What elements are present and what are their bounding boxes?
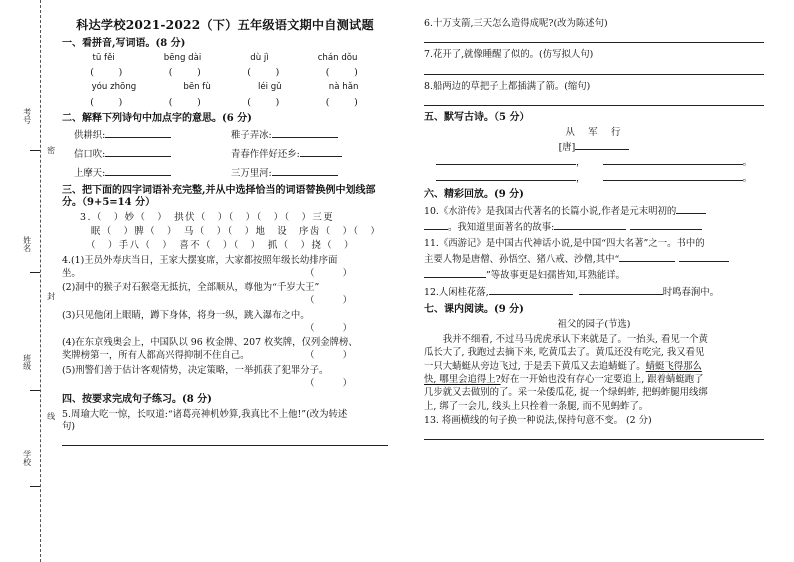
section-6-heading: 六、精彩回放。(9 分) [424,188,524,200]
answer-box[interactable]: ( ) [247,96,282,108]
poem-line-1: ， 。 [424,155,764,168]
answer-blank[interactable] [673,171,743,181]
idiom-rows [80,212,388,252]
answer-blank[interactable] [630,220,702,230]
answer-blank[interactable] [554,220,626,230]
school-blank [30,486,40,487]
pinyin-row-1 [62,53,388,63]
answer-blank[interactable] [506,171,576,181]
question-5-end: 句) [62,420,76,432]
answer-blank[interactable] [105,147,171,157]
answer-blank[interactable] [300,147,342,157]
pinyin: yóu zhōng [91,82,137,93]
question-4-1: 4.(1)王员外寿庆当日，王家大摆宴席，大家都按照年级长幼排序面 [62,254,338,266]
answer-row-1 [62,67,388,78]
answer-blank[interactable] [506,155,576,165]
poem-word: 稚子弄冰: [231,129,272,141]
pinyin: bēn fù [183,82,211,93]
seal-char-xian: 线 [46,412,56,420]
pinyin: bēng dài [163,52,202,63]
exam-number-blank [30,150,40,151]
question-6: 6.十万支箭,三天怎么造得成呢?(改为陈述句) [424,18,608,29]
section-2-heading: 二、解释下列诗句中加点字的意思。(6 分) [62,112,252,124]
question-4-4: (4)在东京残奥会上，中国队以 96 枚金牌、207 枚奖牌，仅列金牌榜、 [62,337,358,349]
answer-blank[interactable] [436,155,506,165]
answer-line[interactable] [424,428,764,440]
answer-blank[interactable] [272,128,338,138]
answer-paren[interactable]: （ ） [305,350,352,362]
answer-paren[interactable]: （ ） [305,378,352,390]
answer-box[interactable]: ( ) [247,66,282,78]
question-10: 10.《水浒传》是我国古代著名的长篇小说,作者是元末明初的 [424,204,764,217]
answer-box[interactable]: ( ) [325,66,360,78]
binding-line [40,0,41,562]
answer-box[interactable]: ( ) [168,96,203,108]
question-4-3: (3)只见他闭上眼睛，蹲下身体，将身一纵，跳入瀑布之中。 [62,309,310,321]
pinyin-row-2 [62,82,388,92]
idiom-row: （ ）手八（ ） 喜不（ ）（ ） 抓（ ）挠（ ） [80,240,355,252]
question-12: 12.人闲桂花落, 时鸣春涧中。 [424,287,720,299]
answer-blank[interactable] [272,166,338,176]
poem-line-2: ， 。 [424,171,764,184]
answer-blank[interactable] [489,285,573,295]
answer-box[interactable]: ( ) [168,66,203,78]
passage-title: 祖父的园子(节选) [557,318,631,330]
idiom-row: 眠（ ）脾（ ） 马（ ）（ ）地 设 序齿（ ）（ ） [80,225,382,237]
answer-blank[interactable] [424,268,486,278]
question-4-2: (2)洞中的猴子对石猴毫无抵抗，全部顺从，尊他为“千岁大王” [62,282,320,294]
poem-word: 青春作伴好还乡: [231,149,300,161]
answer-blank[interactable] [603,155,673,165]
answer-blank[interactable] [105,128,171,138]
class-label: 班级 [22,354,32,370]
answer-line[interactable] [424,63,764,75]
seal-char-feng: 封 [46,292,56,300]
pinyin: dù jì [250,52,269,63]
seal-char-mi: 密 [46,146,56,154]
right-column [424,18,764,446]
question-11-c: ”等故事更是妇孺皆知,耳熟能详。 [424,268,764,281]
question-5: 5.周瑜大吃一惊，长叹道:“诸葛亮神机妙算,我真比不上他!”(改为转述 [62,409,348,421]
question-4-5: (5)刑警们善于估计客观情势，决定策略，一举抓获了犯罪分子。 [62,364,329,376]
section-5-heading: 五、默写古诗。（5 分） [424,111,530,123]
pinyin: léi gǔ [257,82,282,93]
poem-dynasty: [唐] [558,142,576,154]
answer-line[interactable] [424,94,764,106]
underlined-sentence: 快, 哪里会追得上? [424,373,501,385]
poem-words-grid [74,128,388,180]
question-8: 8.船两边的草把子上都插满了箭。(缩句) [424,80,591,92]
pinyin: tū fěi [92,52,115,63]
question-4-1-end: 坐。 （ ） [62,267,352,279]
author-blank[interactable] [575,140,629,150]
answer-blank[interactable] [424,220,448,230]
answer-line[interactable] [424,31,764,43]
poem-author-row [424,140,764,153]
answer-box[interactable]: ( ) [90,96,125,108]
page-title: 科达学校2021-2022（下）五年级语文期中自测试题 [76,18,374,32]
name-blank [30,272,40,273]
pinyin: nà hǎn [328,82,359,93]
answer-row-2 [62,97,388,108]
name-label: 姓名 [22,236,32,252]
poem-word: 上摩天: [74,168,106,180]
pinyin: chán dǒu [317,52,358,63]
answer-box[interactable]: ( ) [325,96,360,108]
school-label: 学校 [22,450,32,466]
question-13: 13. 将画横线的句子换一种说法,保持句意不变。 (2 分) [424,415,652,426]
answer-blank[interactable] [579,285,663,295]
answer-line[interactable] [62,434,388,446]
answer-blank[interactable] [436,171,506,181]
exam-number-label: 考号 [22,108,32,124]
answer-blank[interactable] [603,171,673,181]
poem-word: 供耕织: [74,129,106,141]
answer-blank[interactable] [619,252,675,262]
idiom-row: 3.（ ）妙（ ） 拱伏（ ）（ ）（ ）（ ）三更 [80,211,335,223]
answer-blank[interactable] [105,166,171,176]
answer-blank[interactable] [679,252,729,262]
underlined-sentence: 蜻蜓飞得那么 [645,360,702,372]
section-7-heading: 七、课内阅读。(9 分) [424,303,524,315]
class-blank [30,390,40,391]
answer-box[interactable]: ( ) [90,66,125,78]
reading-passage: 我并不细看, 不过马马虎虎承认下来就是了。一抬头, 看见一个黄 瓜长大了, 我跑过去摘下来, 吃黄瓜去了。黄瓜还没有吃完, 我又看见 一只大蜻蜓从旁边飞过, 于是丢下黄瓜又去追蜻蜓了。蜻蜓飞得那么 快, 哪里会追得上?好在一开始也没有存心一定要追上, 跟着蜻蜓跑了 几步就又去做别的了。采一朵倭瓜花, 捉一个绿蚂蚱, 把蚂蚱腿用线绑 上, 绑了一会儿, 线头上只拴着一条腿, 而不见蚂蚱了。 [424,333,708,412]
poem-word: 三万里河: [231,168,272,180]
question-11: 11.《西游记》是中国古代神话小说,是中国“四大名著”之一。书中的 [424,237,705,249]
section-4-heading: 四、按要求完成句子练习。(8 分) [62,394,212,406]
question-11-b: 主要人物是唐僧、孙悟空、猪八戒、沙僧,其中“ [424,252,764,265]
question-4-4-end: 奖牌榜第一，所有人都高兴得抑制不住自己。 （ ） [62,350,352,362]
question-7: 7.花开了,就像睡醒了似的。(仿写拟人句) [424,49,594,61]
poem-title: 从 军 行 [565,126,623,138]
section-1-heading: 一、看拼音,写词语。(8 分) [62,37,186,49]
answer-blank[interactable] [673,155,743,165]
left-column [62,18,388,452]
answer-paren[interactable]: （ ） [305,267,352,279]
answer-paren[interactable]: （ ） [305,295,352,307]
question-10-b: 。我知道里面著名的故事: [424,220,764,233]
poem-word: 信口吹: [74,149,106,161]
section-3-heading: 三、把下面的四字词语补充完整,并从中选择恰当的词语替换例中划线部分。（9+5=14 分） [62,184,376,208]
binding-margin [0,0,56,562]
answer-blank[interactable] [676,204,706,214]
answer-paren[interactable]: （ ） [305,322,352,334]
